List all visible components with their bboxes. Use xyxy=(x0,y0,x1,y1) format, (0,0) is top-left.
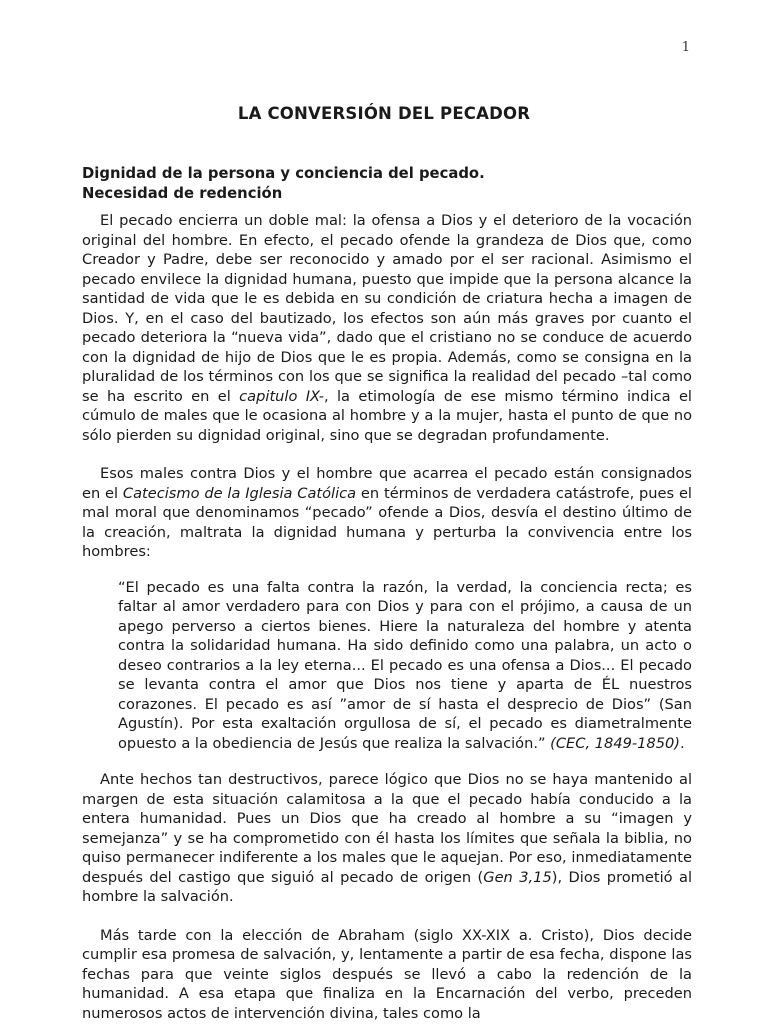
block-quote-text: “El pecado es una falta contra la razón, la verdad, la conciencia recta; es faltar al amor verdadero para con Dios y para con el prójimo, a causa de un apego perverso a ciertos bienes. Hiere la naturaleza del hombre y atenta contra la solidaridad humana. Ha sido definido como una palabra, un acto o deseo contrarios a la ley eterna... El pecado es una ofensa a Dios... El pecado se levanta contra el amor que Dios nos tiene y aparta de ÉL nuestros corazones. El pecado es así ”amor de sí hasta el desprecio de Dios” (San Agustín). Por esta exaltación orgullosa de sí, el pecado es diametralmente opuesto a la obediencia de Jesús que realiza la salvación.” xyxy=(118,578,692,752)
paragraph-1-text-b: , la etimología de ese mismo término indica el cúmulo de males que le ocasiona al hombre y a la mujer, hasta el punto de que no sólo pierden su dignidad original, sino que se degradan profundamente. xyxy=(82,387,692,444)
block-quote-citation: (CEC, 1849-1850) xyxy=(550,734,680,752)
paragraph-3-italic: Gen 3,15 xyxy=(483,868,552,886)
paragraph-3-text-a: Ante hechos tan destructivos, parece lógico que Dios no se haya mantenido al margen de esta situación calamitosa a la que el pecado había conducido a la entera humanidad. Pues un Dios que ha creado al hombre a su “imagen y semejanza” y se ha comprometido con él hasta los límites que señala la biblia, no quiso permanecer indiferente a los males que le aquejan. Por eso, inmediatamente después del castigo que siguió al pecado de origen ( xyxy=(82,771,692,886)
paragraph-1 xyxy=(82,211,692,445)
section-heading-line-1: Dignidad de la persona y conciencia del pecado. xyxy=(82,165,485,182)
paragraph-1-text-a: El pecado encierra un doble mal: la ofensa a Dios y el deterioro de la vocación original del hombre. En efecto, el pecado ofende la grandeza de Dios que, como Creador y Padre, debe ser reconocido y amado por el ser racional. Asimismo el pecado envilece la dignidad humana, puesto que impide que la persona alcance la santidad de vida que le es debida en su condición de criatura hecha a imagen de Dios. Y, en el caso del bautizado, los efectos son aún más graves por cuanto el pecado deteriora la “nueva vida”, dado que el cristiano no se conduce de acuerdo con la dignidad de hijo de Dios que le es propia. Además, como se consigna en la pluralidad de los términos con los que se significa la realidad del pecado –tal como se ha escrito en el xyxy=(82,212,692,405)
paragraph-2-italic: Catecismo de la Iglesia Católica xyxy=(122,484,357,502)
document-title: LA CONVERSIÓN DEL PECADOR xyxy=(237,104,531,123)
block-quote xyxy=(118,578,692,754)
section-heading-line-2: Necesidad de redención xyxy=(82,184,283,202)
paragraph-1-italic: capitulo IX- xyxy=(239,387,324,405)
document-body xyxy=(82,164,692,1023)
paragraph-2-text-a: Esos males contra Dios y el hombre que acarrea el pecado están consignados en el xyxy=(82,465,692,502)
block-quote-end: . xyxy=(679,734,685,752)
paragraph-3 xyxy=(82,770,692,907)
paragraph-4: Más tarde con la elección de Abraham (siglo XX-XIX a. Cristo), Dios decide cumplir esa promesa de salvación, y, lentamente a partir de esa fecha, dispone las fechas para que veinte siglos después se llevó a cabo la redención de la humanidad. A esa etapa que finaliza en la Encarnación del verbo, preceden numerosos actos de intervención divina, tales como la xyxy=(82,926,692,1022)
paragraph-2-text-b: en términos de verdadera catástrofe, pues el mal moral que denominamos “pecado” ofende a Dios, desvía el destino último de la creación, maltrata la dignidad humana y perturba la convivencia entre los hombres: xyxy=(82,484,692,560)
paragraph-3-text-b: ), Dios prometió al hombre la salvación. xyxy=(82,868,693,905)
page-number: 1 xyxy=(681,40,690,55)
section-heading xyxy=(82,164,692,203)
paragraph-2 xyxy=(82,464,692,562)
